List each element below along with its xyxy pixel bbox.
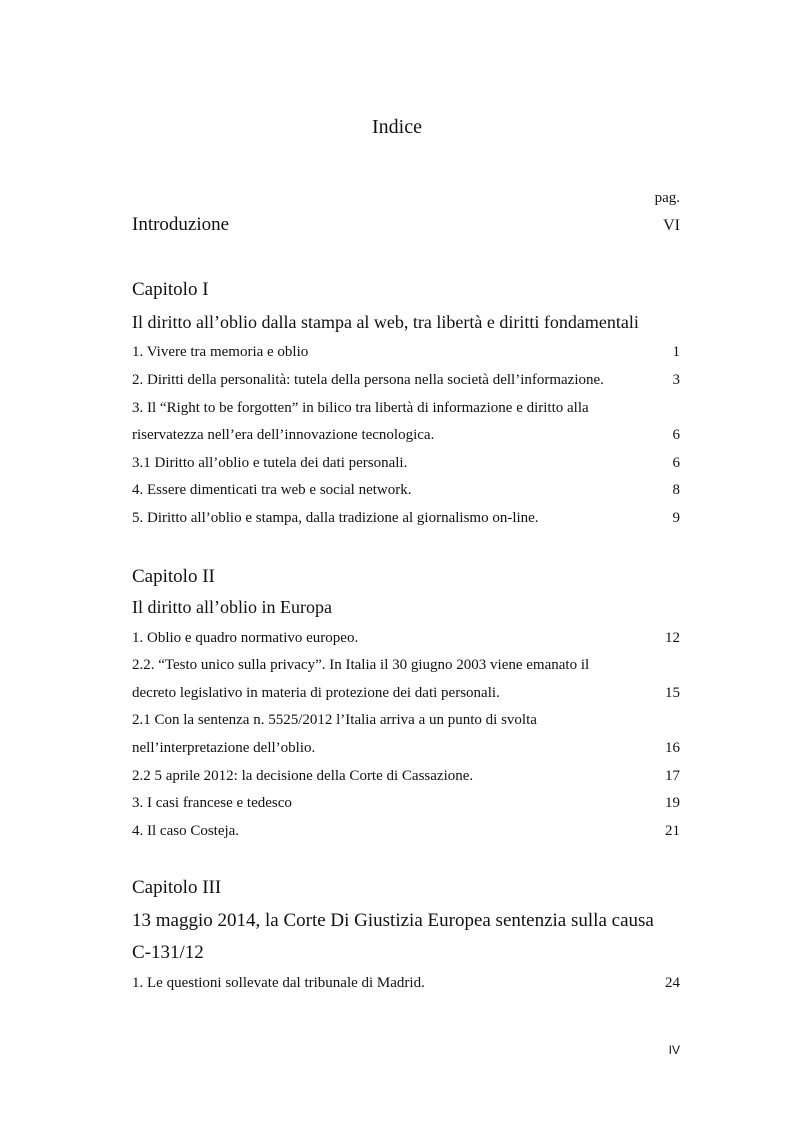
toc-entry: 4. Il caso Costeja. bbox=[132, 823, 240, 839]
toc-entry-page: 3 bbox=[672, 372, 680, 388]
toc-entry-page: 24 bbox=[665, 975, 680, 991]
intro-label: Introduzione bbox=[132, 214, 230, 235]
toc-entry: nell’interpretazione dell’oblio. bbox=[132, 740, 316, 756]
footer-page-number: IV bbox=[668, 1043, 680, 1057]
toc-entry-page: 12 bbox=[665, 630, 680, 646]
toc-entry: 2. Diritti della personalità: tutela della persona nella società dell’informazione. bbox=[132, 372, 604, 388]
toc-entry-page: 6 bbox=[672, 427, 680, 443]
toc-entry: 2.2. “Testo unico sulla privacy”. In Italia il 30 giugno 2003 viene emanato il bbox=[132, 657, 590, 673]
toc-entry: 2.2 5 aprile 2012: la decisione della Corte di Cassazione. bbox=[132, 768, 474, 784]
toc-entry: 2.1 Con la sentenza n. 5525/2012 l’Italia arriva a un punto di svolta bbox=[132, 712, 537, 728]
chapter-2-label: Capitolo II bbox=[132, 566, 215, 587]
toc-entry-page: 1 bbox=[672, 344, 680, 360]
chapter-1-label: Capitolo I bbox=[132, 279, 209, 300]
toc-entry: 5. Diritto all’oblio e stampa, dalla tradizione al giornalismo on-line. bbox=[132, 510, 539, 526]
toc-entry: 3. I casi francese e tedesco bbox=[132, 795, 292, 811]
pag-label: pag. bbox=[654, 190, 680, 206]
chapter-3-subtitle-line-1: 13 maggio 2014, la Corte Di Giustizia Europea sentenzia sulla causa bbox=[132, 910, 654, 931]
toc-entry-page: 19 bbox=[665, 795, 680, 811]
chapter-3-subtitle-line-2: C-131/12 bbox=[132, 942, 204, 963]
toc-entry: 3.1 Diritto all’oblio e tutela dei dati personali. bbox=[132, 455, 408, 471]
toc-entry-page: 8 bbox=[672, 482, 680, 498]
toc-entry: 1. Vivere tra memoria e oblio bbox=[132, 344, 309, 360]
chapter-1-subtitle: Il diritto all’oblio dalla stampa al web, tra libertà e diritti fondamentali bbox=[132, 312, 639, 332]
toc-entry-page: 16 bbox=[665, 740, 680, 756]
toc-entry-page: 17 bbox=[665, 768, 680, 784]
toc-entry-page: 15 bbox=[665, 685, 680, 701]
toc-entry: decreto legislativo in materia di protezione dei dati personali. bbox=[132, 685, 500, 701]
toc-entry-page: 21 bbox=[665, 823, 680, 839]
toc-entry-page: 6 bbox=[672, 455, 680, 471]
toc-entry-page: 9 bbox=[672, 510, 680, 526]
page-title: Indice bbox=[372, 116, 422, 138]
intro-page-number: VI bbox=[663, 217, 680, 234]
toc-entry: 4. Essere dimenticati tra web e social network. bbox=[132, 482, 412, 498]
toc-entry: 1. Oblio e quadro normativo europeo. bbox=[132, 630, 359, 646]
toc-entry: 3. Il “Right to be forgotten” in bilico tra libertà di informazione e diritto alla bbox=[132, 400, 589, 416]
chapter-3-label: Capitolo III bbox=[132, 877, 222, 898]
chapter-2-subtitle: Il diritto all’oblio in Europa bbox=[132, 597, 332, 617]
toc-entry: 1. Le questioni sollevate dal tribunale di Madrid. bbox=[132, 975, 425, 991]
toc-entry: riservatezza nell’era dell’innovazione tecnologica. bbox=[132, 427, 435, 443]
